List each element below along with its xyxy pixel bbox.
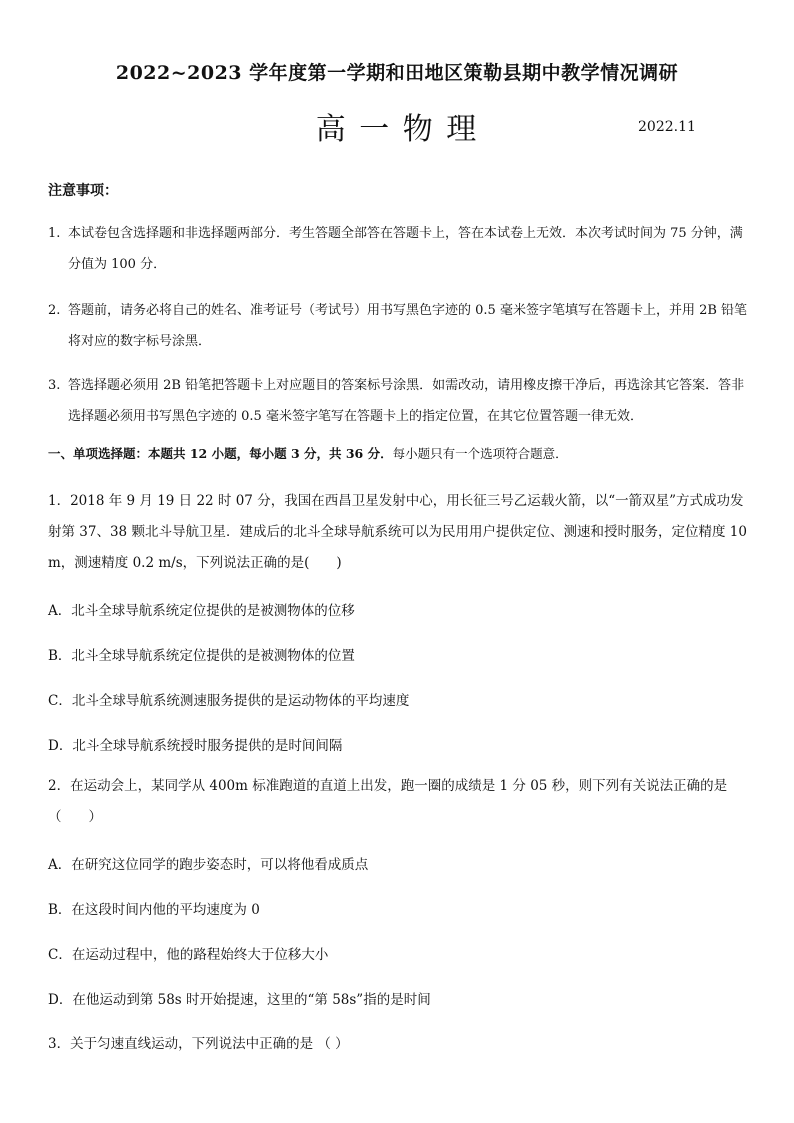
notice-heading: 注意事项： [48,183,118,199]
question-1-stem: 1．2018 年 9 月 19 日 22 时 07 分，我国在西昌卫星发射中心，用长征三号乙运载火箭，以“一箭双星”方式成功发射第 37、38 颗北斗导航卫星．建成后的北斗全球导航系统可以为民用用户提供定位、测速和授时服务，定位精度 10 m，测速精度 0.2 m/s，下列说法正确的是( ) [48,493,747,571]
notice-item-number: 3. [48,378,61,393]
question-1-option-d: D．北斗全球导航系统授时服务提供的是时间间隔 [48,738,343,754]
subject-title: 高 一 物 理 [315,112,479,147]
question-2-option-a: A．在研究这位同学的跑步姿态时，可以将他看成质点 [48,857,369,873]
section-heading [48,444,568,462]
notice-item-text: 答选择题必须用 2B 铅笔把答题卡上对应题目的答案标号涂黑．如需改动，请用橡皮擦干净后，再选涂其它答案．答非选择题必须用书写黑色字迹的 0.5 毫米签字笔写在答题卡上的指定位置，在其它位置答题一律无效． [68,378,745,424]
question-2-option-d: D．在他运动到第 58s 时开始提速，这里的“第 58s”指的是时间 [48,992,431,1008]
notice-item-number: 1. [48,226,61,241]
notice-item-text: 本试卷包含选择题和非选择题两部分．考生答题全部答在答题卡上，答在本试卷上无效．本次考试时间为 75 分钟，满分值为 100 分． [68,226,743,272]
notice-item-number: 2. [48,303,61,318]
question-2-stem: 2．在运动会上，某同学从 400m 标准跑道的直道上出发，跑一圈的成绩是 1 分 05 秒，则下列有关说法正确的是（ ） [48,778,728,825]
question-2-option-b: B．在这段时间内他的平均速度为 0 [48,902,260,918]
question-2-option-c: C．在运动过程中，他的路程始终大于位移大小 [48,947,329,963]
section-title: 一、单项选择题：本题共 12 小题，每小题 3 分，共 36 分． [48,446,393,461]
notice-item-2 [48,295,754,357]
notice-item-3 [48,370,754,432]
notice-item-1 [48,218,754,280]
question-1-option-c: C．北斗全球导航系统测速服务提供的是运动物体的平均速度 [48,693,410,709]
section-instruction: 每小题只有一个选项符合题意． [392,446,568,461]
question-3-stem: 3．关于匀速直线运动，下列说法中正确的是 （ ） [48,1036,349,1052]
exam-title: 2022~2023 学年度第一学期和田地区策勒县期中教学情况调研 [115,62,679,84]
question-1-option-a: A．北斗全球导航系统定位提供的是被测物体的位移 [48,603,355,619]
notice-item-text: 答题前，请务必将自己的姓名、准考证号（考试号）用书写黑色字迹的 0.5 毫米签字笔填写在答题卡上，并用 2B 铅笔将对应的数字标号涂黑． [68,303,748,349]
exam-date: 2022.11 [638,119,696,135]
question-1-option-b: B．北斗全球导航系统定位提供的是被测物体的位置 [48,648,355,664]
